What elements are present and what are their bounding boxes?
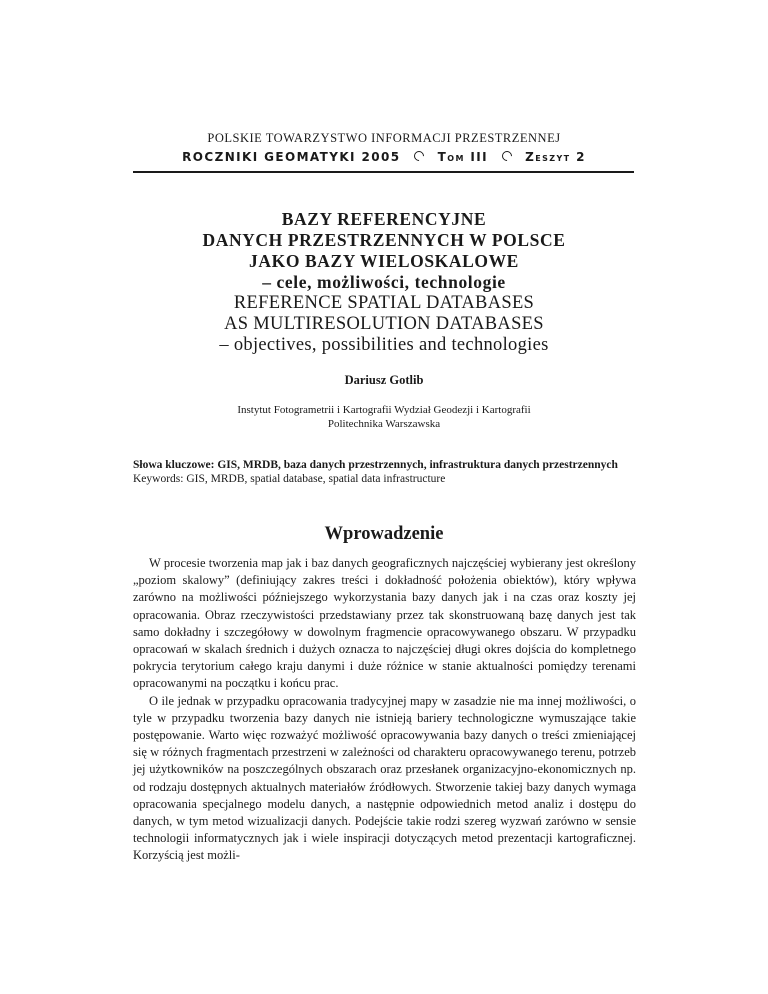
keywords-polish: Słowa kluczowe: GIS, MRDB, baza danych przestrzennych, infrastruktura danych przestrzennych xyxy=(133,459,618,471)
journal-line xyxy=(0,150,768,164)
author-name: Dariusz Gotlib xyxy=(344,373,424,387)
title-english xyxy=(0,293,768,356)
society-name: POLSKIE TOWARZYSTWO INFORMACJI PRZESTRZENNEJ xyxy=(207,131,561,145)
affiliation-line: Instytut Fotogrametrii i Kartografii Wydział Geodezji i Kartografii xyxy=(237,404,531,416)
body-text xyxy=(133,555,636,865)
separator-ring-icon xyxy=(412,149,426,163)
title-polish xyxy=(0,209,768,293)
issue-label: Zeszyt 2 xyxy=(525,150,586,164)
separator-ring-icon xyxy=(499,149,513,163)
title-en-line: AS MULTIRESOLUTION DATABASES xyxy=(224,314,544,334)
title-pl-line: BAZY REFERENCYJNE xyxy=(281,209,487,229)
title-pl-subtitle: – cele, możliwości, technologie xyxy=(262,272,506,292)
title-pl-line: DANYCH PRZESTRZENNYCH W POLSCE xyxy=(202,230,566,250)
volume-label: Tom III xyxy=(437,150,488,164)
keywords-english: Keywords: GIS, MRDB, spatial database, spatial data infrastructure xyxy=(133,473,446,485)
keywords-block xyxy=(133,458,636,486)
affiliation xyxy=(0,403,768,431)
paragraph: O ile jednak w przypadku opracowania tradycyjnej mapy w zasadzie nie ma innej możliwości, o tyle w przypadku tworzenia bazy danych nie istnieją bariery technologiczne wymuszające takie postępowanie. Warto więc rozważyć możliwość opracowywania bazy danych o treści zmieniającej się w różnych fragmentach przestrzeni w zależności od charakteru opracowywanego terenu, potrzeb jej użytkowników na poszczególnych obszarach oraz przesłanek organizacyjno-ekonomicznych np. od rodzaju dostępnych aktualnych materiałów źródłowych. Stworzenie takiej bazy danych wymaga opracowania specjalnego modelu danych, a następnie odpowiednich metod analiz i dostępu do danych, w tym metod wizualizacji danych. Podejście takie rodzi szereg wyzwań zarówno w sensie technologii informatycznych jak i wiele inspiracji dotyczących metod prezentacji kartograficznej. Korzyścią jest możli- xyxy=(133,693,636,863)
affiliation-line: Politechnika Warszawska xyxy=(327,418,441,430)
section-heading: Wprowadzenie xyxy=(324,524,444,544)
paragraph: W procesie tworzenia map jak i baz danych geograficznych najczęściej wybierany jest określony „poziom skalowy” (definiujący zakres treści i dokładność położenia obiektów), który wpływa zarówno na możliwości późniejszego wykorzystania bazy danych jak i na czas oraz koszty jej opracowania. Obraz rzeczywistości przedstawiany przez tak skonstruowaną bazę danych jest tak samo dokładny i szczegółowy w dowolnym fragmencie opracowywanego obszaru. W przypadku opracowań w skalach średnich i dużych oznacza to najczęściej długi okres dojścia do kompletnego pokrycia terytorium całego kraju danymi i duże różnice w stanie aktualności pomiędzy terenami opracowanymi na początku i końcu prac. xyxy=(133,556,636,691)
journal-name: ROCZNIKI GEOMATYKI 2005 xyxy=(182,150,401,164)
header-rule xyxy=(133,171,634,173)
title-pl-line: JAKO BAZY WIELOSKALOWE xyxy=(249,251,519,271)
title-en-subtitle: – objectives, possibilities and technologies xyxy=(219,335,549,355)
title-en-line: REFERENCE SPATIAL DATABASES xyxy=(233,293,535,313)
